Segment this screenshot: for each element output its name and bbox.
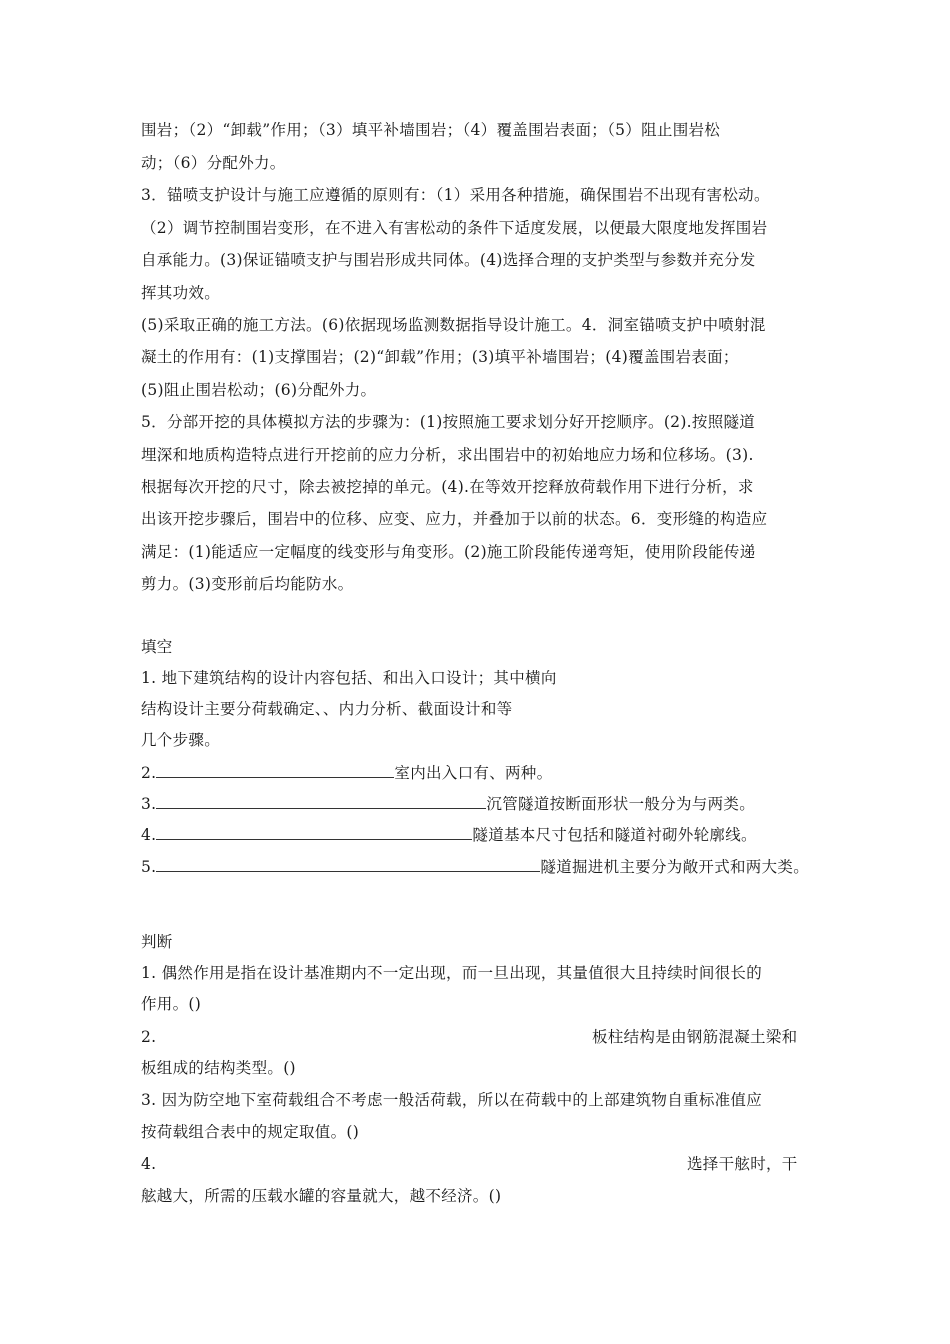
question-number: 5. <box>141 858 157 876</box>
fill-question-5 <box>141 856 809 877</box>
answer-line: 根据每次开挖的尺寸，除去被挖掉的单元。(4).在等效开挖释放荷载作用下进行分析，求 <box>141 478 754 496</box>
answer-blank <box>156 793 486 809</box>
section-heading-true-false: 判断 <box>141 933 173 951</box>
answer-line: 凝土的作用有：(1)支撑围岩；(2)“卸载”作用；(3)填平补墙围岩；(4)覆盖围岩表面； <box>141 348 739 366</box>
answer-blank <box>156 762 394 778</box>
answer-blank <box>156 824 472 840</box>
question-text: 沉管隧道按断面形状一般分为与两类。 <box>486 795 755 813</box>
answer-line: （2）调节控制围岩变形，在不进入有害松动的条件下适度发展，以便最大限度地发挥围岩 <box>141 219 768 237</box>
answer-blank <box>156 856 540 872</box>
tf-question-3: 按荷载组合表中的规定取值。() <box>141 1123 360 1141</box>
question-number: 4. <box>141 826 157 844</box>
fill-question-2 <box>141 762 552 783</box>
tf-question-2-number: 2. <box>141 1028 157 1046</box>
tf-question-4: 舷越大，所需的压载水罐的容量就大，越不经济。() <box>141 1187 502 1205</box>
answer-line: 自承能力。(3)保证锚喷支护与围岩形成共同体。(4)选择合理的支护类型与参数并充分发 <box>141 251 756 269</box>
answer-line: 围岩；（2）“卸载”作用；（3）填平补墙围岩；（4）覆盖围岩表面；（5）阻止围岩松 <box>141 121 721 139</box>
answer-line: 挥其功效。 <box>141 284 221 302</box>
answer-line: (5)阻止围岩松动；(6)分配外力。 <box>141 381 377 399</box>
answer-line: 5．分部开挖的具体模拟方法的步骤为：(1)按照施工要求划分好开挖顺序。(2).按照隧道 <box>141 413 756 431</box>
tf-question-3: 3. 因为防空地下室荷载组合不考虑一般活荷载，所以在荷载中的上部建筑物自重标准值应 <box>141 1091 763 1109</box>
answer-line: 动；（6）分配外力。 <box>141 154 286 172</box>
answer-line: 剪力。(3)变形前后均能防水。 <box>141 575 354 593</box>
tf-question-4-text: 选择干舷时，干 <box>687 1155 798 1173</box>
tf-question-1: 作用。() <box>141 995 202 1013</box>
fill-question-4 <box>141 824 757 845</box>
tf-question-4-number: 4. <box>141 1155 157 1173</box>
question-text: 隧道掘进机主要分为敞开式和两大类。 <box>540 858 809 876</box>
fill-question-1: 结构设计主要分荷载确定、、内力分析、截面设计和等 <box>141 700 513 718</box>
answer-line: 3．锚喷支护设计与施工应遵循的原则有：（1）采用各种措施，确保围岩不出现有害松动。 <box>141 186 770 204</box>
tf-question-2-text: 板柱结构是由钢筋混凝土梁和 <box>592 1028 798 1046</box>
answer-line: 满足：(1)能适应一定幅度的线变形与角变形。(2)施工阶段能传递弯矩，使用阶段能传递 <box>141 543 756 561</box>
question-number: 2. <box>141 764 157 782</box>
answer-line: (5)采取正确的施工方法。(6)依据现场监测数据指导设计施工。4．洞室锚喷支护中喷射混 <box>141 316 766 334</box>
tf-question-2: 板组成的结构类型。() <box>141 1059 296 1077</box>
answer-line: 埋深和地质构造特点进行开挖前的应力分析，求出围岩中的初始地应力场和位移场。(3). <box>141 446 754 464</box>
question-text: 室内出入口有、两种。 <box>394 764 553 782</box>
fill-question-3 <box>141 793 755 814</box>
question-text: 隧道基本尺寸包括和隧道衬砌外轮廓线。 <box>472 826 757 844</box>
answer-line: 出该开挖步骤后，围岩中的位移、应变、应力，并叠加于以前的状态。6．变形缝的构造应 <box>141 510 768 528</box>
fill-question-1: 几个步骤。 <box>141 731 221 749</box>
question-number: 3. <box>141 795 157 813</box>
tf-question-1: 1. 偶然作用是指在设计基准期内不一定出现，而一旦出现，其量值很大且持续时间很长的 <box>141 964 763 982</box>
fill-question-1: 1. 地下建筑结构的设计内容包括、和出入口设计；其中横向 <box>141 669 557 687</box>
section-heading-fill-blank: 填空 <box>141 638 173 656</box>
